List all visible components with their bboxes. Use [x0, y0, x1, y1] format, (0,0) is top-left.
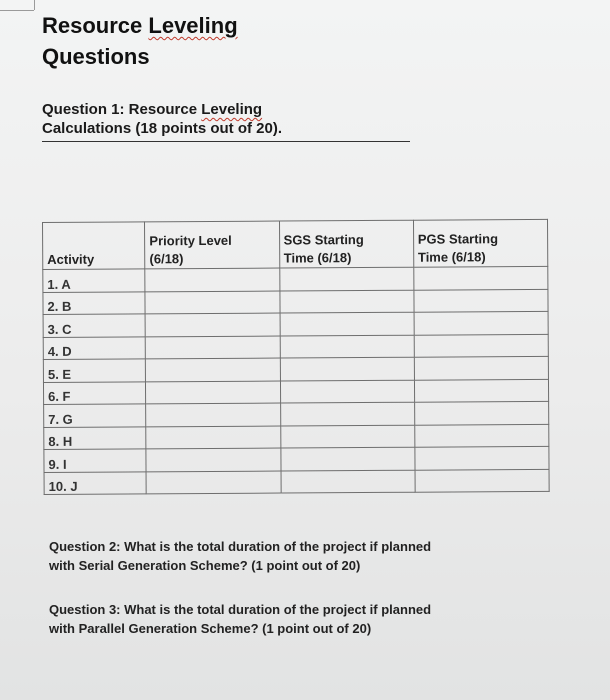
table-header-row — [43, 219, 548, 269]
cell-pgs[interactable] — [415, 469, 549, 492]
table-row — [44, 401, 549, 427]
cell-pgs[interactable] — [414, 289, 548, 312]
question-2-text: Question 2: What is the total duration of the project if planned with Serial Generation Scheme? (1 point out of 20) — [49, 539, 432, 573]
cell-sgs[interactable] — [280, 425, 414, 448]
cell-priority[interactable] — [145, 313, 279, 336]
cell-activity: 1. A — [43, 269, 145, 292]
cell-sgs[interactable] — [280, 402, 414, 425]
cell-priority[interactable] — [146, 426, 280, 449]
question-3-text: Question 3: What is the total duration of the project if planned with Parallel Generation Scheme? (1 point out of 20) — [49, 602, 432, 636]
margin-mark — [0, 10, 34, 11]
table-row — [43, 334, 548, 360]
resource-leveling-table — [42, 219, 550, 495]
table-row — [44, 424, 549, 450]
table-row — [43, 311, 548, 337]
cell-activity: 8. H — [44, 426, 146, 449]
cell-activity: 3. C — [43, 314, 145, 337]
cell-priority[interactable] — [146, 381, 280, 404]
cell-sgs[interactable] — [280, 335, 414, 358]
cell-priority[interactable] — [145, 291, 279, 314]
question-1-heading: Question 1: Resource Leveling Calculations (18 points out of 20). — [42, 101, 283, 137]
title-spellcheck-word: Leveling — [148, 13, 238, 38]
header-activity: Activity — [43, 222, 146, 270]
cell-pgs[interactable] — [414, 334, 548, 357]
table-row — [43, 266, 548, 292]
table-row — [43, 289, 548, 315]
table-row — [43, 379, 548, 405]
cell-pgs[interactable] — [415, 446, 549, 469]
cell-pgs[interactable] — [414, 356, 548, 379]
cell-sgs[interactable] — [281, 470, 415, 493]
cell-sgs[interactable] — [279, 290, 413, 313]
cell-priority[interactable] — [145, 336, 279, 359]
header-priority-level: Priority Level (6/18) — [145, 221, 280, 269]
cell-activity: 10. J — [44, 471, 146, 494]
cell-priority[interactable] — [146, 358, 280, 381]
title-line2: Questions — [42, 44, 150, 69]
cell-pgs[interactable] — [414, 266, 548, 289]
page-title — [42, 10, 238, 72]
cell-activity: 7. G — [44, 404, 146, 427]
header-pgs-starting-time: PGS Starting Time (6/18) — [413, 219, 548, 267]
cell-activity: 5. E — [43, 359, 145, 382]
cell-pgs[interactable] — [414, 311, 548, 334]
cell-sgs[interactable] — [280, 357, 414, 380]
table-row — [43, 356, 548, 382]
cell-activity: 6. F — [43, 381, 145, 404]
cell-pgs[interactable] — [414, 424, 548, 447]
question-1-spellcheck-word: Leveling — [201, 101, 263, 118]
cell-priority[interactable] — [146, 448, 280, 471]
table-row — [44, 446, 549, 472]
cell-activity: 9. I — [44, 449, 146, 472]
cell-pgs[interactable] — [414, 379, 548, 402]
cell-pgs[interactable] — [414, 401, 548, 424]
cell-sgs[interactable] — [280, 312, 414, 335]
title-line1: Resource Leveling — [42, 13, 238, 38]
cell-priority[interactable] — [146, 403, 280, 426]
cell-priority[interactable] — [146, 471, 280, 494]
cell-activity: 4. D — [43, 336, 145, 359]
cell-sgs[interactable] — [280, 447, 414, 470]
cell-priority[interactable] — [145, 268, 279, 291]
table-row — [44, 469, 549, 495]
question-1-underline — [42, 141, 410, 142]
cell-sgs[interactable] — [280, 380, 414, 403]
cell-activity: 2. B — [43, 291, 145, 314]
cell-sgs[interactable] — [279, 267, 413, 290]
margin-mark — [34, 0, 35, 10]
header-sgs-starting-time: SGS Starting Time (6/18) — [279, 220, 414, 268]
